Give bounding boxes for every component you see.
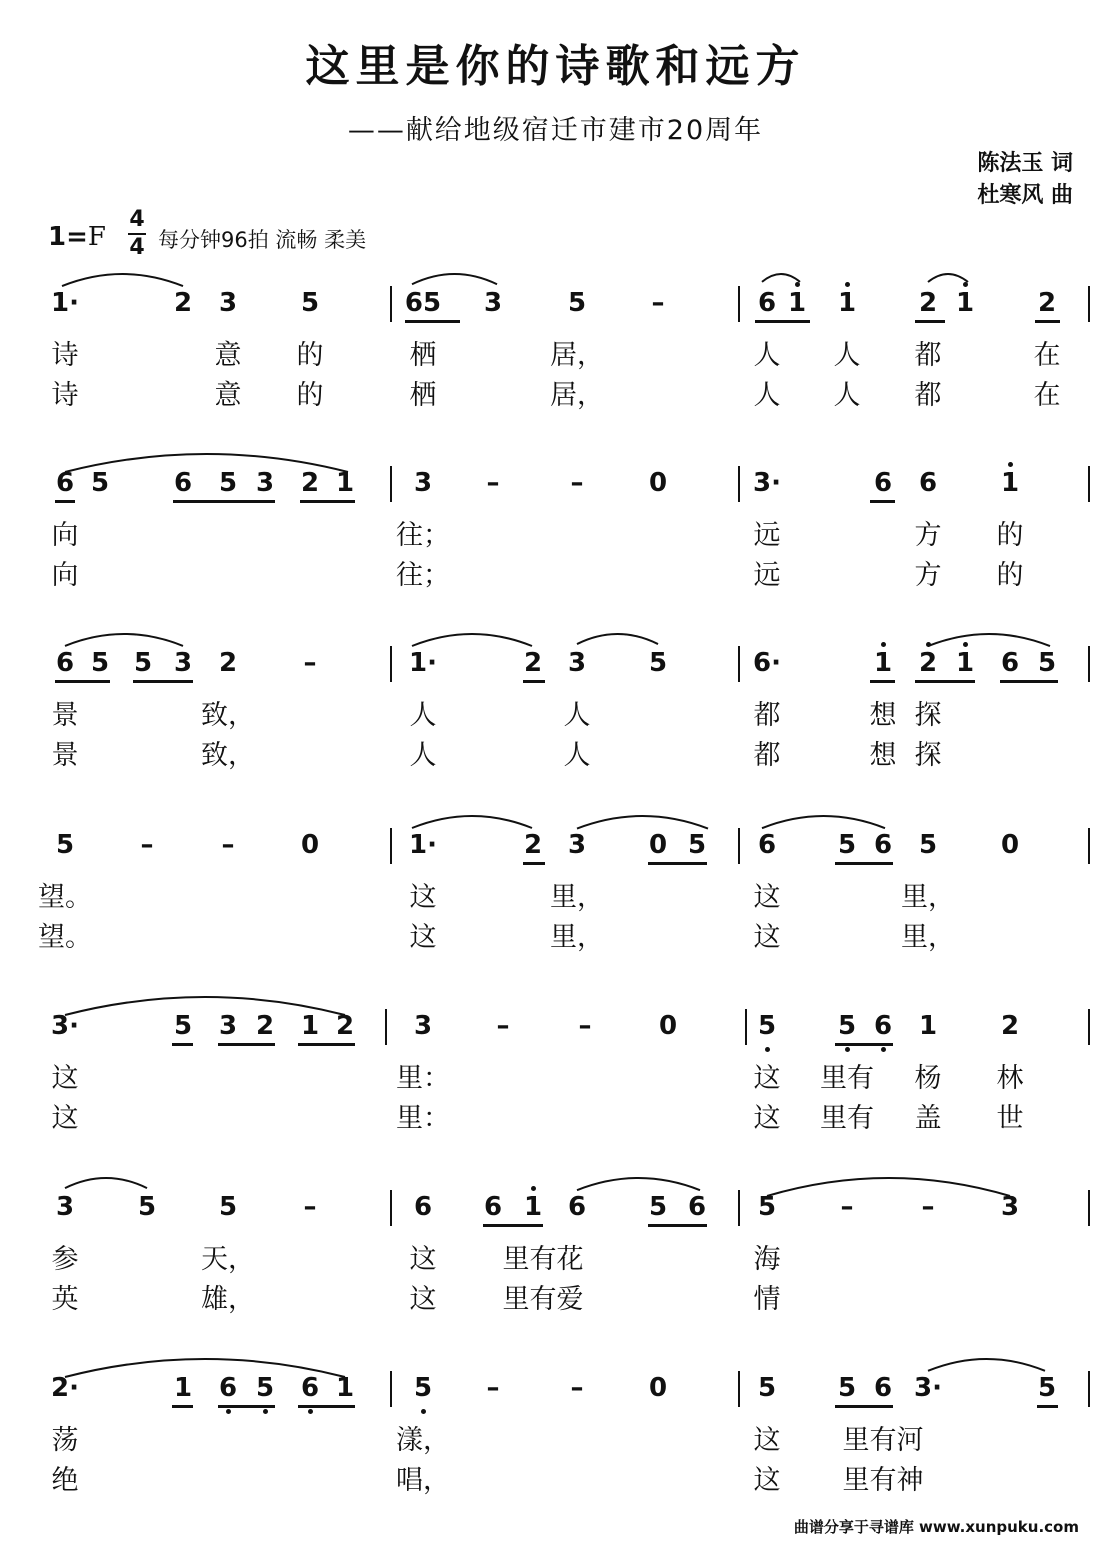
lyric-verse-1: 往；: [396, 520, 450, 551]
slur: [412, 274, 497, 284]
lyric-verse-2: 情: [753, 1284, 781, 1315]
note: 6: [300, 1373, 320, 1403]
note: 5: [757, 1192, 777, 1222]
note: –: [570, 468, 584, 498]
note: 6: [413, 1192, 433, 1222]
lyric-verse-2: 里，: [901, 922, 955, 953]
lyric-verse-1: 里有花: [502, 1244, 584, 1275]
octave-dot-low: [421, 1409, 426, 1414]
note: 1: [523, 1192, 543, 1222]
lyric-verse-2: 栖: [409, 380, 437, 411]
beam-underline: [405, 320, 460, 323]
beam-underline: [133, 680, 193, 683]
octave-dot-low: [226, 1409, 231, 1414]
note: 6: [873, 468, 893, 498]
octave-dot-low: [308, 1409, 313, 1414]
slur: [65, 454, 348, 472]
lyric-verse-1: 天，: [201, 1244, 255, 1275]
beam-underline: [218, 1043, 275, 1046]
beam-underline: [870, 680, 895, 683]
beam-underline: [300, 500, 355, 503]
note: 5: [255, 1373, 275, 1403]
note: –: [303, 648, 317, 678]
lyric-verse-1: 人: [563, 700, 591, 731]
lyric-verse-1: 这: [753, 1425, 781, 1456]
note: 3·: [753, 468, 781, 498]
note: –: [486, 468, 500, 498]
note: 5: [413, 1373, 433, 1403]
slur-layer: [0, 1168, 1111, 1208]
slur-layer: [0, 1349, 1111, 1389]
note: 3: [55, 1192, 75, 1222]
slur: [928, 1359, 1045, 1371]
slur: [65, 1178, 147, 1188]
lyric-verse-1: 杨: [914, 1063, 942, 1094]
lyric-verse-1: 这: [753, 1063, 781, 1094]
note: 2: [523, 830, 543, 860]
beam-underline: [1035, 320, 1060, 323]
beam-underline: [835, 1405, 893, 1408]
slur: [577, 816, 708, 829]
lyric-verse-2: 向: [51, 560, 79, 591]
note: 2: [335, 1011, 355, 1041]
lyric-verse-1: 这: [409, 1244, 437, 1275]
time-signature: 4 4: [129, 207, 145, 260]
composer-credit: 杜寒风 曲: [977, 182, 1073, 208]
beam-underline: [523, 680, 545, 683]
lyric-verse-1: 致，: [201, 700, 255, 731]
note: 6: [173, 468, 193, 498]
note: 6: [918, 468, 938, 498]
note: 1: [300, 1011, 320, 1041]
score-system-7: [0, 1365, 1111, 1515]
lyric-verse-2: 往；: [396, 560, 450, 591]
note: 5: [1037, 648, 1057, 678]
lyric-verse-2: 居，: [550, 380, 604, 411]
lyric-verse-1: 都: [914, 340, 942, 371]
note: 1·: [51, 288, 79, 318]
beam-underline: [870, 500, 895, 503]
note: 5: [648, 1192, 668, 1222]
note: 1: [955, 648, 975, 678]
note: –: [140, 830, 154, 860]
song-title: 这里是你的诗歌和远方: [305, 41, 806, 92]
beam-underline: [523, 862, 545, 865]
note: 1: [837, 288, 857, 318]
note: 0: [648, 830, 668, 860]
lyric-verse-1: 里：: [396, 1063, 450, 1094]
lyric-verse-1: 的: [296, 340, 324, 371]
lyric-verse-2: 这: [409, 922, 437, 953]
note: 5: [837, 1373, 857, 1403]
note: 3: [218, 1011, 238, 1041]
note: 5: [757, 1373, 777, 1403]
note: 3: [413, 1011, 433, 1041]
lyric-verse-2: 在: [1033, 380, 1061, 411]
note: 2: [1037, 288, 1057, 318]
note: 6: [55, 648, 75, 678]
note: 5: [300, 288, 320, 318]
score-system-3: [0, 640, 1111, 790]
note: 1: [335, 468, 355, 498]
lyric-verse-1: 里有: [820, 1063, 874, 1094]
note: 3: [413, 468, 433, 498]
lyric-verse-2: 人: [409, 740, 437, 771]
octave-dot-low: [845, 1047, 850, 1052]
note: 0: [1000, 830, 1020, 860]
note: 6·: [753, 648, 781, 678]
lyric-verse-1: 里，: [901, 882, 955, 913]
note: 1: [335, 1373, 355, 1403]
lyric-verse-2: 的: [996, 560, 1024, 591]
note: 0: [648, 468, 668, 498]
note: –: [486, 1373, 500, 1403]
note: 1·: [409, 830, 437, 860]
slur: [928, 634, 1050, 646]
lyric-verse-2: 方: [914, 560, 942, 591]
note: 5: [137, 1192, 157, 1222]
lyric-verse-2: 想: [869, 740, 897, 771]
note: 3: [173, 648, 193, 678]
lyric-verse-1: 望。: [38, 882, 92, 913]
note: 6: [218, 1373, 238, 1403]
lyric-verse-2: 绝: [51, 1465, 79, 1496]
note: 2: [300, 468, 320, 498]
note: –: [840, 1192, 854, 1222]
lyric-verse-2: 英: [51, 1284, 79, 1315]
note: 1: [787, 288, 807, 318]
note: 5: [218, 468, 238, 498]
lyric-verse-2: 这: [753, 1465, 781, 1496]
lyric-verse-1: 人: [753, 340, 781, 371]
beam-underline: [1000, 680, 1058, 683]
beam-underline: [298, 1405, 355, 1408]
note: 6: [873, 1011, 893, 1041]
note: 5: [757, 1011, 777, 1041]
note: 3·: [51, 1011, 79, 1041]
note: 0: [648, 1373, 668, 1403]
note: 5: [918, 830, 938, 860]
note: 6: [873, 830, 893, 860]
slur-layer: [0, 987, 1111, 1027]
beam-underline: [835, 862, 893, 865]
note: –: [570, 1373, 584, 1403]
lyric-verse-1: 这: [409, 882, 437, 913]
slur: [762, 816, 885, 828]
beam-underline: [835, 1043, 893, 1046]
lyric-verse-2: 唱，: [396, 1465, 450, 1496]
note: 1: [918, 1011, 938, 1041]
slur: [577, 1178, 700, 1190]
note: 2: [1000, 1011, 1020, 1041]
slur-layer: [0, 624, 1111, 664]
note: 1·: [409, 648, 437, 678]
tempo-description: 每分钟96拍 流畅 柔美: [158, 228, 367, 252]
note: 5: [173, 1011, 193, 1041]
note: –: [303, 1192, 317, 1222]
lyric-verse-2: 探: [914, 740, 942, 771]
note: 5: [648, 648, 668, 678]
beam-underline: [1037, 1405, 1058, 1408]
note: 2·: [51, 1373, 79, 1403]
lyric-verse-2: 里，: [550, 922, 604, 953]
note: 1: [873, 648, 893, 678]
note: 3: [255, 468, 275, 498]
lyric-verse-2: 盖: [914, 1103, 942, 1134]
beam-underline: [755, 320, 810, 323]
lyric-verse-2: 人: [833, 380, 861, 411]
note: 2: [918, 648, 938, 678]
note: 6: [1000, 648, 1020, 678]
lyric-verse-2: 里有神: [842, 1465, 924, 1496]
beam-underline: [648, 1224, 707, 1227]
note: 5: [218, 1192, 238, 1222]
note: 6: [757, 288, 777, 318]
note: 65: [404, 288, 442, 318]
key-signature: 1=F: [48, 222, 106, 252]
lyric-verse-2: 这: [753, 1103, 781, 1134]
lyric-verse-2: 景: [51, 740, 79, 771]
lyric-verse-2: 里有: [820, 1103, 874, 1134]
note: –: [921, 1192, 935, 1222]
lyric-verse-1: 探: [914, 700, 942, 731]
lyric-verse-1: 人: [409, 700, 437, 731]
beam-underline: [172, 1405, 193, 1408]
beam-underline: [55, 500, 75, 503]
slur: [65, 634, 183, 646]
note: 5: [133, 648, 153, 678]
lyric-verse-1: 意: [214, 340, 242, 371]
lyric-verse-1: 栖: [409, 340, 437, 371]
lyricist-credit: 陈法玉 词: [977, 150, 1073, 176]
note: 5: [837, 830, 857, 860]
note: 1: [955, 288, 975, 318]
lyric-verse-2: 致，: [201, 740, 255, 771]
slur-layer: [0, 264, 1111, 304]
song-subtitle: ——献给地级宿迁市建市20周年: [347, 115, 764, 146]
lyric-verse-1: 荡: [51, 1425, 79, 1456]
lyric-verse-2: 诗: [51, 380, 79, 411]
lyric-verse-2: 都: [753, 740, 781, 771]
octave-dot-low: [765, 1047, 770, 1052]
lyric-verse-2: 这: [51, 1103, 79, 1134]
note: 6: [873, 1373, 893, 1403]
note: 5: [90, 468, 110, 498]
lyric-verse-1: 海: [753, 1244, 781, 1275]
note: –: [221, 830, 235, 860]
note: 5: [687, 830, 707, 860]
lyric-verse-2: 的: [296, 380, 324, 411]
score-system-4: [0, 822, 1111, 972]
lyric-verse-1: 居，: [550, 340, 604, 371]
lyric-verse-1: 这: [753, 882, 781, 913]
lyric-verse-1: 都: [753, 700, 781, 731]
lyric-verse-1: 向: [51, 520, 79, 551]
lyric-verse-1: 漾，: [396, 1425, 450, 1456]
note: 1: [173, 1373, 193, 1403]
note: 3: [1000, 1192, 1020, 1222]
lyric-verse-2: 意: [214, 380, 242, 411]
lyric-verse-1: 这: [51, 1063, 79, 1094]
note: 2: [218, 648, 238, 678]
note: 5: [1037, 1373, 1057, 1403]
note: 3: [218, 288, 238, 318]
note: 6: [483, 1192, 503, 1222]
note: 6: [55, 468, 75, 498]
lyric-verse-2: 都: [914, 380, 942, 411]
lyric-verse-1: 里，: [550, 882, 604, 913]
octave-dot-low: [263, 1409, 268, 1414]
note: 0: [300, 830, 320, 860]
note: 3·: [914, 1373, 942, 1403]
note: 3: [483, 288, 503, 318]
lyric-verse-1: 的: [996, 520, 1024, 551]
lyric-verse-1: 参: [51, 1244, 79, 1275]
lyric-verse-2: 里：: [396, 1103, 450, 1134]
beam-underline: [915, 680, 975, 683]
beam-underline: [648, 862, 707, 865]
lyric-verse-2: 这: [409, 1284, 437, 1315]
slur: [65, 997, 345, 1015]
lyric-verse-2: 这: [753, 922, 781, 953]
beam-underline: [483, 1224, 543, 1227]
slur: [412, 816, 532, 828]
slur-layer: [0, 444, 1111, 484]
note: 6: [757, 830, 777, 860]
beam-underline: [55, 680, 110, 683]
beam-underline: [172, 1043, 193, 1046]
lyric-verse-1: 在: [1033, 340, 1061, 371]
note: 6: [687, 1192, 707, 1222]
note: –: [651, 288, 665, 318]
note: 3: [567, 648, 587, 678]
lyric-verse-1: 里有河: [842, 1425, 924, 1456]
note: 0: [658, 1011, 678, 1041]
octave-dot-low: [881, 1047, 886, 1052]
lyric-verse-1: 方: [914, 520, 942, 551]
slur: [577, 634, 658, 644]
slur-layer: [0, 806, 1111, 846]
lyric-verse-2: 雄，: [201, 1284, 255, 1315]
note: 5: [55, 830, 75, 860]
beam-underline: [298, 1043, 355, 1046]
lyric-verse-2: 里有爱: [502, 1284, 584, 1315]
slur: [928, 274, 968, 282]
score-system-6: [0, 1184, 1111, 1334]
note: 2: [255, 1011, 275, 1041]
lyric-verse-2: 望。: [38, 922, 92, 953]
note: 6: [567, 1192, 587, 1222]
note: 2: [918, 288, 938, 318]
beam-underline: [915, 320, 945, 323]
slur: [767, 1178, 1010, 1196]
note: 5: [567, 288, 587, 318]
note: 1: [1000, 468, 1020, 498]
note: 2: [523, 648, 543, 678]
lyric-verse-2: 远: [753, 560, 781, 591]
note: 5: [837, 1011, 857, 1041]
note: –: [578, 1011, 592, 1041]
lyric-verse-2: 人: [753, 380, 781, 411]
lyric-verse-1: 想: [869, 700, 897, 731]
slur: [65, 1359, 345, 1377]
slur: [412, 634, 532, 646]
score-system-5: [0, 1003, 1111, 1153]
slur: [762, 274, 800, 282]
note: 3: [567, 830, 587, 860]
footer-source: 曲谱分享于寻谱库 www.xunpuku.com: [793, 1518, 1079, 1536]
note: 2: [173, 288, 193, 318]
lyric-verse-2: 人: [563, 740, 591, 771]
lyric-verse-1: 人: [833, 340, 861, 371]
lyric-verse-1: 景: [51, 700, 79, 731]
beam-underline: [218, 1405, 275, 1408]
note: –: [496, 1011, 510, 1041]
score-system-2: [0, 460, 1111, 610]
note: 5: [90, 648, 110, 678]
lyric-verse-1: 远: [753, 520, 781, 551]
score-system-1: [0, 280, 1111, 430]
lyric-verse-1: 林: [996, 1063, 1024, 1094]
lyric-verse-1: 诗: [51, 340, 79, 371]
beam-underline: [173, 500, 275, 503]
lyric-verse-2: 世: [996, 1103, 1024, 1134]
slur: [62, 274, 183, 286]
